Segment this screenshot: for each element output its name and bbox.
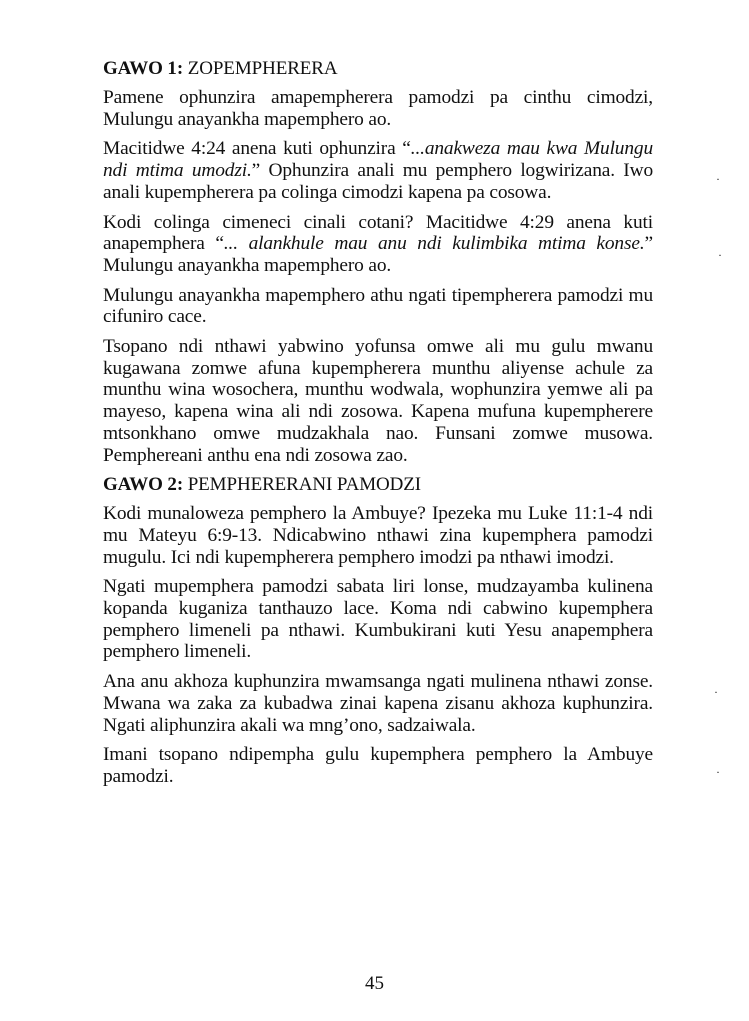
paragraph-text: ” Mulungu anayankha mapemphero ao. <box>103 233 654 276</box>
section-title: PEMPHERERANI PAMODZI <box>183 474 421 496</box>
paragraph-7: Ngati mupemphera pamodzi sabata liri lonse, mudzayamba kulinena kopanda kuganiza tanthauzo lace. Koma ndi cabwino kupemphera pemphero limeneli pa nthawi. Kumbukirani kuti Yesu anapemphera pemphero limeneli. <box>103 576 653 663</box>
margin-speck: · <box>716 172 720 186</box>
paragraph-2 <box>103 138 653 203</box>
section-title: ZOPEMPHERERA <box>183 58 338 79</box>
paragraph-1: Pamene ophunzira amapempherera pamodzi pa cinthu cimodzi, Mulungu anayankha mapemphero ao. <box>103 87 653 130</box>
paragraph-4: Mulungu anayankha mapemphero athu ngati tipempherera pamodzi mu cifuniro cace. <box>103 284 653 328</box>
section-heading-1 <box>103 58 653 80</box>
page-content <box>103 58 653 796</box>
section-label: GAWO 2: <box>103 474 184 496</box>
paragraph-9: Imani tsopano ndipempha gulu kupemphera pemphero la Ambuye pamodzi. <box>103 744 653 787</box>
paragraph-8: Ana anu akhoza kuphunzira mwamsanga ngati mulinena nthawi zonse. Mwana wa zaka za kubadwa zinai kapena zisanu akhoza kuphunzira. Ngati aliphunzira akali wa mng’ono, sadzaiwala. <box>103 671 653 736</box>
paragraph-text: Macitidwe 4:24 anena kuti ophunzira “ <box>103 138 411 160</box>
margin-speck: · <box>714 685 718 699</box>
section-label: GAWO 1: <box>103 58 184 79</box>
scripture-quote: ... alankhule mau anu ndi kulimbika mtima konse. <box>223 233 645 255</box>
paragraph-3 <box>103 212 653 277</box>
paragraph-text: Kodi colinga cimeneci cinali cotani? Macitidwe 4:29 anena kuti anapemphera “ <box>103 211 653 255</box>
paragraph-5: Tsopano ndi nthawi yabwino yofunsa omwe ali mu gulu mwanu kugawana zomwe afuna kupempherera munthu aliyense achule za munthu wina wosochera, munthu wodwala, wophunzira yemwe ali pa mayeso, kapena wina ali ndi zosowa. Kapena mufuna kupempherere mtsonkhano omwe mudzakhala nao. Funsani zomwe musowa. Pemphereani anthu ena ndi zosowa zao. <box>103 336 653 466</box>
margin-speck: · <box>716 765 720 779</box>
margin-speck: · <box>718 248 722 262</box>
scripture-quote: ...anakweza mau kwa Mulungu ndi mtima umodzi. <box>103 138 653 182</box>
page-number: 45 <box>365 973 384 994</box>
section-heading-2 <box>103 474 653 496</box>
paragraph-6: Kodi munaloweza pemphero la Ambuye? Ipezeka mu Luke 11:1-4 ndi mu Mateyu 6:9-13. Ndicabwino nthawi zina kupemphera pamodzi mugulu. Ici ndi kupempherera pemphero imodzi pa nthawi imodzi. <box>103 503 653 568</box>
paragraph-text: ” Ophunzira anali mu pemphero logwirizana. Iwo anali kupempherera pa colinga cimodzi kapena pa cosowa. <box>103 160 653 203</box>
